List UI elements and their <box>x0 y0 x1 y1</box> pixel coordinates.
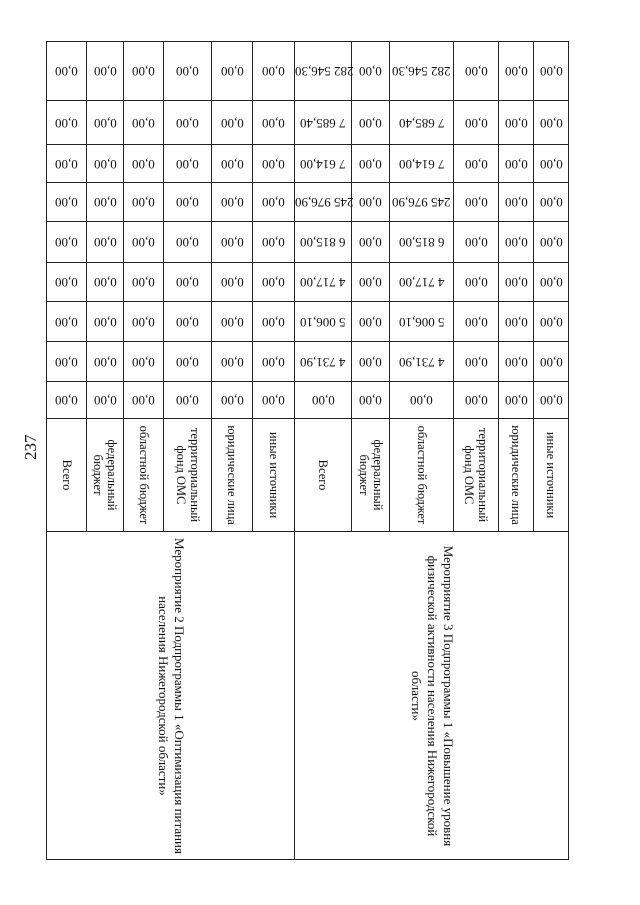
value-cell: 0,00 <box>55 195 78 210</box>
value-cell: 0,00 <box>93 393 117 408</box>
value-cell: 0,00 <box>464 156 488 172</box>
value-cell: 0,00 <box>220 314 244 330</box>
values-row <box>47 382 569 419</box>
value-cell: 0,00 <box>132 115 155 131</box>
source-row <box>47 419 569 532</box>
page-number: 237 <box>21 434 40 460</box>
value-cell: 0,00 <box>55 314 78 330</box>
value-cell: 0,00 <box>464 235 488 250</box>
value-cell: 0,00 <box>93 195 117 210</box>
value-cell: 0,00 <box>176 393 199 408</box>
value-cell: 0,00 <box>93 115 117 131</box>
value-cell: 0,00 <box>504 235 528 250</box>
funding-source-label: областной бюджет <box>414 425 429 525</box>
value-cell: 0,00 <box>464 314 488 330</box>
value-cell: 0,00 <box>132 156 155 172</box>
value-cell: 0,00 <box>504 393 528 408</box>
value-cell: 0,00 <box>359 115 382 131</box>
funding-source-label: федеральный бюджет <box>356 439 385 511</box>
value-cell: 0,00 <box>539 354 563 370</box>
value-cell: 0,00 <box>176 156 199 172</box>
value-cell: 0,00 <box>539 64 563 79</box>
value-cell: 0,00 <box>220 235 244 250</box>
value-cell: 0,00 <box>55 354 78 370</box>
values-row <box>47 302 569 342</box>
value-cell: 282 546,30 <box>392 64 451 79</box>
value-cell: 7 614,00 <box>300 156 346 172</box>
value-cell: 0,00 <box>176 314 199 330</box>
value-cell: 0,00 <box>504 354 528 370</box>
funding-table-container <box>46 41 568 859</box>
value-cell: 245 976,90 <box>295 195 354 210</box>
value-cell: 0,00 <box>176 115 199 131</box>
value-cell: 0,00 <box>220 354 244 370</box>
value-cell: 0,00 <box>220 64 244 79</box>
value-cell: 0,00 <box>262 115 285 131</box>
value-cell: 0,00 <box>93 314 117 330</box>
value-cell: 4 717,00 <box>300 275 346 290</box>
value-cell: 0,00 <box>220 195 244 210</box>
funding-source-label: иные источники <box>266 431 281 519</box>
value-cell: 0,00 <box>464 195 488 210</box>
values-row <box>47 101 569 145</box>
value-cell: 0,00 <box>359 275 382 290</box>
value-cell: 282 546,30 <box>295 64 354 79</box>
value-cell: 0,00 <box>262 275 285 290</box>
value-cell: 0,00 <box>93 275 117 290</box>
value-cell: 245 976,90 <box>392 195 451 210</box>
value-cell: 7 614,00 <box>398 156 445 172</box>
funding-source-label: областной бюджет <box>136 425 151 525</box>
funding-source-label: юридические лица <box>509 425 523 525</box>
value-cell: 0,00 <box>359 354 382 370</box>
value-cell: 0,00 <box>504 156 528 172</box>
value-cell: 0,00 <box>262 393 285 408</box>
value-cell: 0,00 <box>220 156 244 172</box>
value-cell: 0,00 <box>176 195 199 210</box>
value-cell: 0,00 <box>55 393 78 408</box>
value-cell: 0,00 <box>359 393 382 408</box>
value-cell: 5 006,10 <box>300 314 346 330</box>
value-cell: 6 815,00 <box>398 235 445 250</box>
value-cell: 0,00 <box>464 115 488 131</box>
value-cell: 0,00 <box>55 115 78 131</box>
value-cell: 0,00 <box>93 156 117 172</box>
value-cell: 0,00 <box>262 314 285 330</box>
value-cell: 0,00 <box>132 275 155 290</box>
value-cell: 0,00 <box>55 275 78 290</box>
value-cell: 0,00 <box>504 195 528 210</box>
value-cell: 5 006,10 <box>398 314 445 330</box>
value-cell: 0,00 <box>132 393 155 408</box>
value-cell: 0,00 <box>220 115 244 131</box>
value-cell: 0,00 <box>262 354 285 370</box>
value-cell: 0,00 <box>539 156 563 172</box>
value-cell: 6 815,00 <box>300 235 346 250</box>
value-cell: 0,00 <box>55 235 78 250</box>
funding-source-label: территориальный фонд ОМС <box>173 427 202 523</box>
value-cell: 0,00 <box>504 115 528 131</box>
value-cell: 0,00 <box>132 354 155 370</box>
funding-source-label: федеральный бюджет <box>91 439 119 511</box>
funding-source-label: территориальный фонд ОМС <box>462 427 490 523</box>
values-row <box>47 183 569 222</box>
value-cell: 0,00 <box>359 64 382 79</box>
values-row <box>47 222 569 263</box>
values-row <box>47 42 569 101</box>
value-cell: 0,00 <box>55 64 78 79</box>
value-cell: 0,00 <box>464 393 488 408</box>
values-row <box>47 342 569 382</box>
value-cell: 0,00 <box>132 314 155 330</box>
value-cell: 0,00 <box>132 195 155 210</box>
value-cell: 0,00 <box>359 156 382 172</box>
value-cell: 4 731,90 <box>300 354 346 370</box>
value-cell: 0,00 <box>464 64 488 79</box>
value-cell: 0,00 <box>504 64 528 79</box>
value-cell: 0,00 <box>132 64 155 79</box>
value-cell: 0,00 <box>359 235 382 250</box>
value-cell: 0,00 <box>176 354 199 370</box>
value-cell: 0,00 <box>220 275 244 290</box>
event-title: Мероприятие 3 Подпрограммы 1 «Повышение уровня физической активности населения Нижегородской области» <box>408 545 456 846</box>
value-cell: 0,00 <box>539 393 563 408</box>
value-cell: 0,00 <box>176 235 199 250</box>
value-cell: 0,00 <box>262 64 285 79</box>
value-cell: 7 685,40 <box>300 115 346 131</box>
funding-source-label: иные источники <box>544 431 558 519</box>
value-cell: 4 731,90 <box>398 354 445 370</box>
value-cell: 0,00 <box>539 314 563 330</box>
value-cell: 0,00 <box>93 235 117 250</box>
event-title: Мероприятие 2 Подпрограммы 1 «Оптимизация питания населения Нижегородской области» <box>155 537 187 854</box>
value-cell: 0,00 <box>410 393 433 408</box>
value-cell: 0,00 <box>262 235 285 250</box>
value-cell: 4 717,00 <box>398 275 445 290</box>
funding-source-label: Всего <box>59 459 74 491</box>
value-cell: 0,00 <box>359 314 382 330</box>
value-cell: 7 685,40 <box>398 115 445 131</box>
value-cell: 0,00 <box>132 235 155 250</box>
value-cell: 0,00 <box>55 156 78 172</box>
event-title-row <box>47 532 569 860</box>
value-cell: 0,00 <box>262 156 285 172</box>
value-cell: 0,00 <box>176 64 199 79</box>
value-cell: 0,00 <box>93 354 117 370</box>
value-cell: 0,00 <box>504 314 528 330</box>
value-cell: 0,00 <box>539 275 563 290</box>
value-cell: 0,00 <box>262 195 285 210</box>
value-cell: 0,00 <box>311 393 335 408</box>
value-cell: 0,00 <box>176 275 199 290</box>
value-cell: 0,00 <box>359 195 382 210</box>
funding-source-label: юридические лица <box>225 425 239 525</box>
value-cell: 0,00 <box>539 115 563 131</box>
value-cell: 0,00 <box>464 354 488 370</box>
value-cell: 0,00 <box>539 195 563 210</box>
value-cell: 0,00 <box>93 64 117 79</box>
values-row <box>47 263 569 302</box>
funding-table <box>46 41 569 860</box>
value-cell: 0,00 <box>504 275 528 290</box>
value-cell: 0,00 <box>220 393 244 408</box>
value-cell: 0,00 <box>539 235 563 250</box>
funding-source-label: Всего <box>316 459 330 491</box>
value-cell: 0,00 <box>464 275 488 290</box>
values-row <box>47 145 569 183</box>
